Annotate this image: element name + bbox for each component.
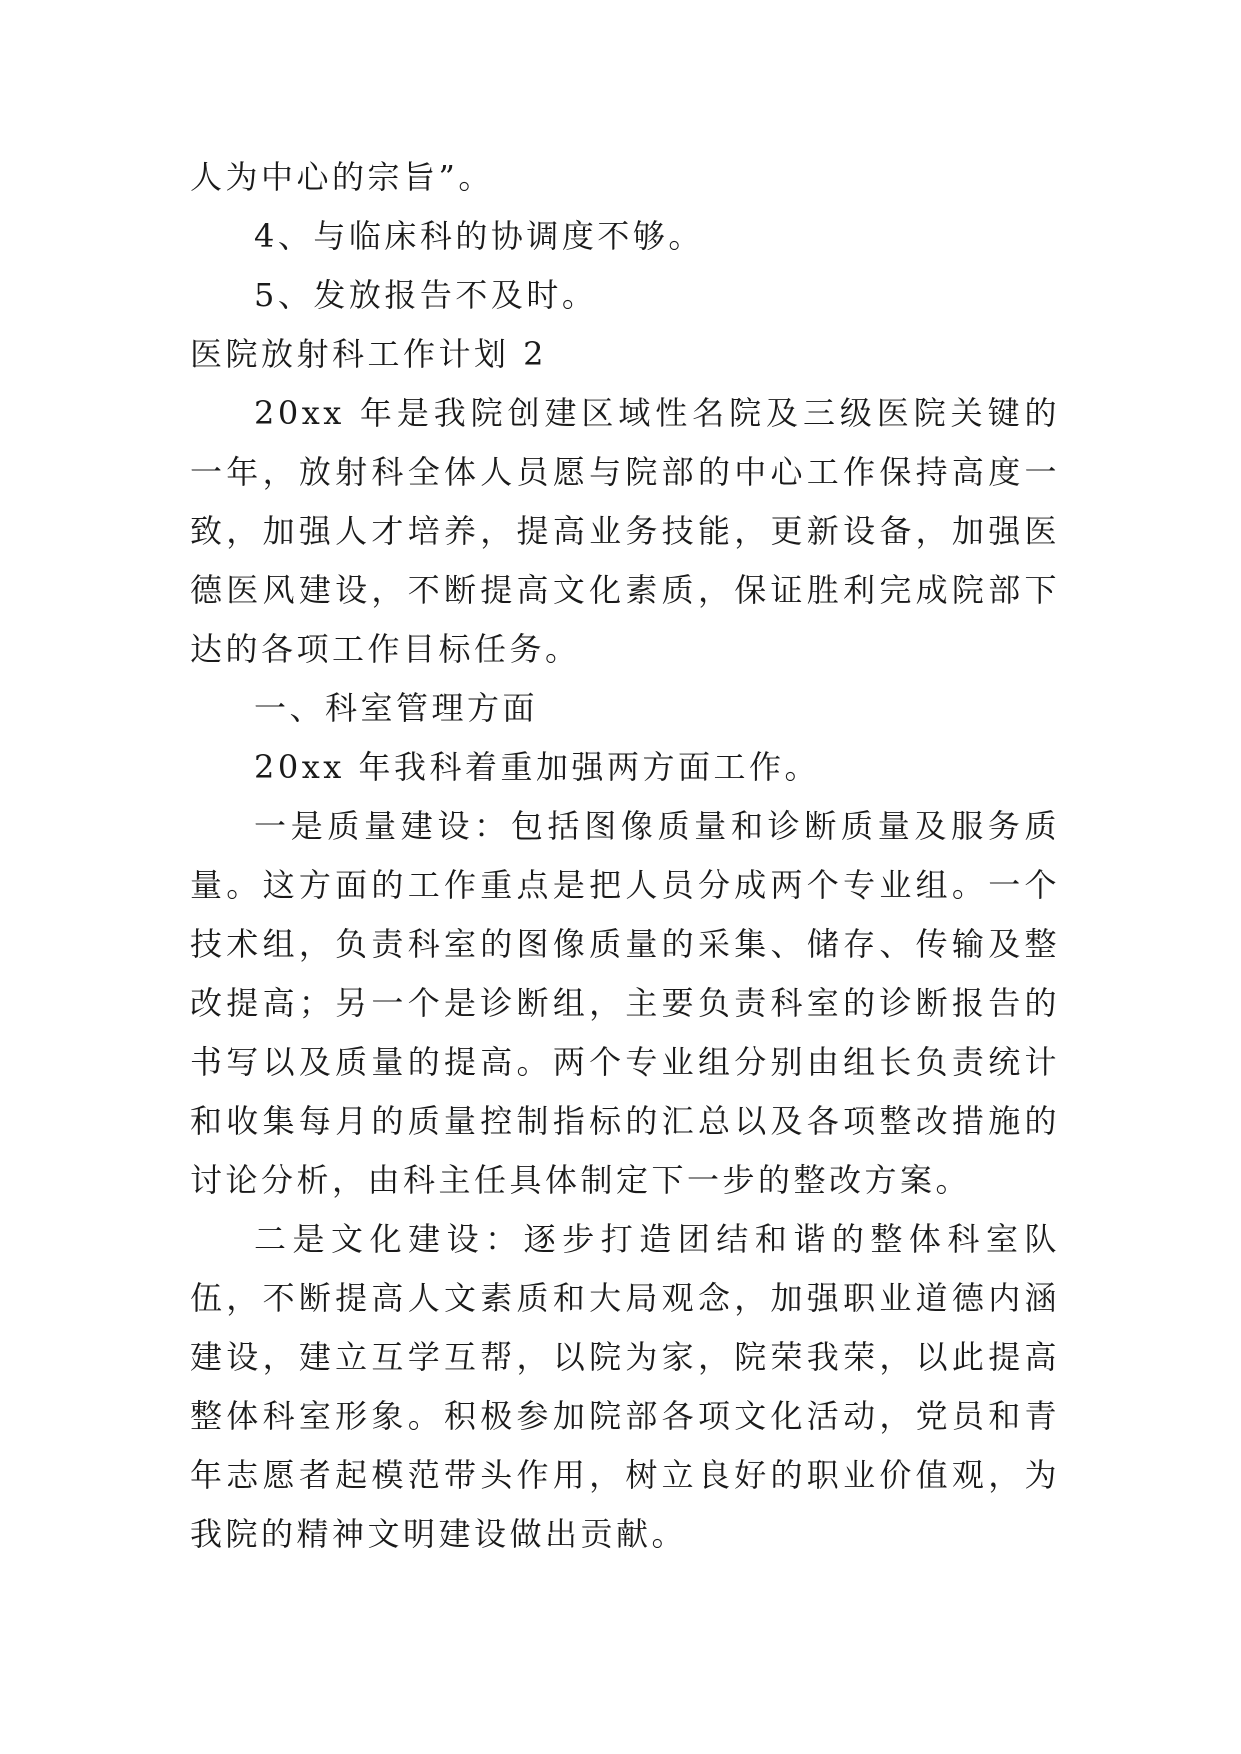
- subheading: 一、科室管理方面: [254, 689, 539, 727]
- lead-paragraph: 20xx 年我科着重加强两方面工作。: [254, 748, 820, 786]
- intro-paragraph: 20xx 年是我院创建区域性名院及三级医院关键的一年，放射科全体人员愿与院部的中心工作保持高度一致，加强人才培养，提高业务技能，更新设备，加强医德医风建设，不断提高文化素质，保证胜利完成院部下达的各项工作目标任务。: [190, 394, 1060, 668]
- list-item-5: 5、发放报告不及时。: [254, 276, 598, 314]
- document-page: [190, 148, 1060, 1564]
- culture-paragraph: 二是文化建设：逐步打造团结和谐的整体科室队伍，不断提高人文素质和大局观念，加强职业道德内涵建设，建立互学互帮，以院为家，院荣我荣，以此提高整体科室形象。积极参加院部各项文化活动，党员和青年志愿者起模范带头作用，树立良好的职业价值观，为我院的精神文明建设做出贡献。: [190, 1220, 1060, 1553]
- continued-paragraph: 人为中心的宗旨”。: [190, 158, 494, 196]
- quality-paragraph: 一是质量建设：包括图像质量和诊断质量及服务质量。这方面的工作重点是把人员分成两个专业组。一个技术组，负责科室的图像质量的采集、储存、传输及整改提高；另一个是诊断组，主要负责科室的诊断报告的书写以及质量的提高。两个专业组分别由组长负责统计和收集每月的质量控制指标的汇总以及各项整改措施的讨论分析，由科主任具体制定下一步的整改方案。: [190, 807, 1060, 1199]
- section-title: 医院放射科工作计划 2: [190, 335, 548, 373]
- list-item-4: 4、与临床科的协调度不够。: [254, 217, 704, 255]
